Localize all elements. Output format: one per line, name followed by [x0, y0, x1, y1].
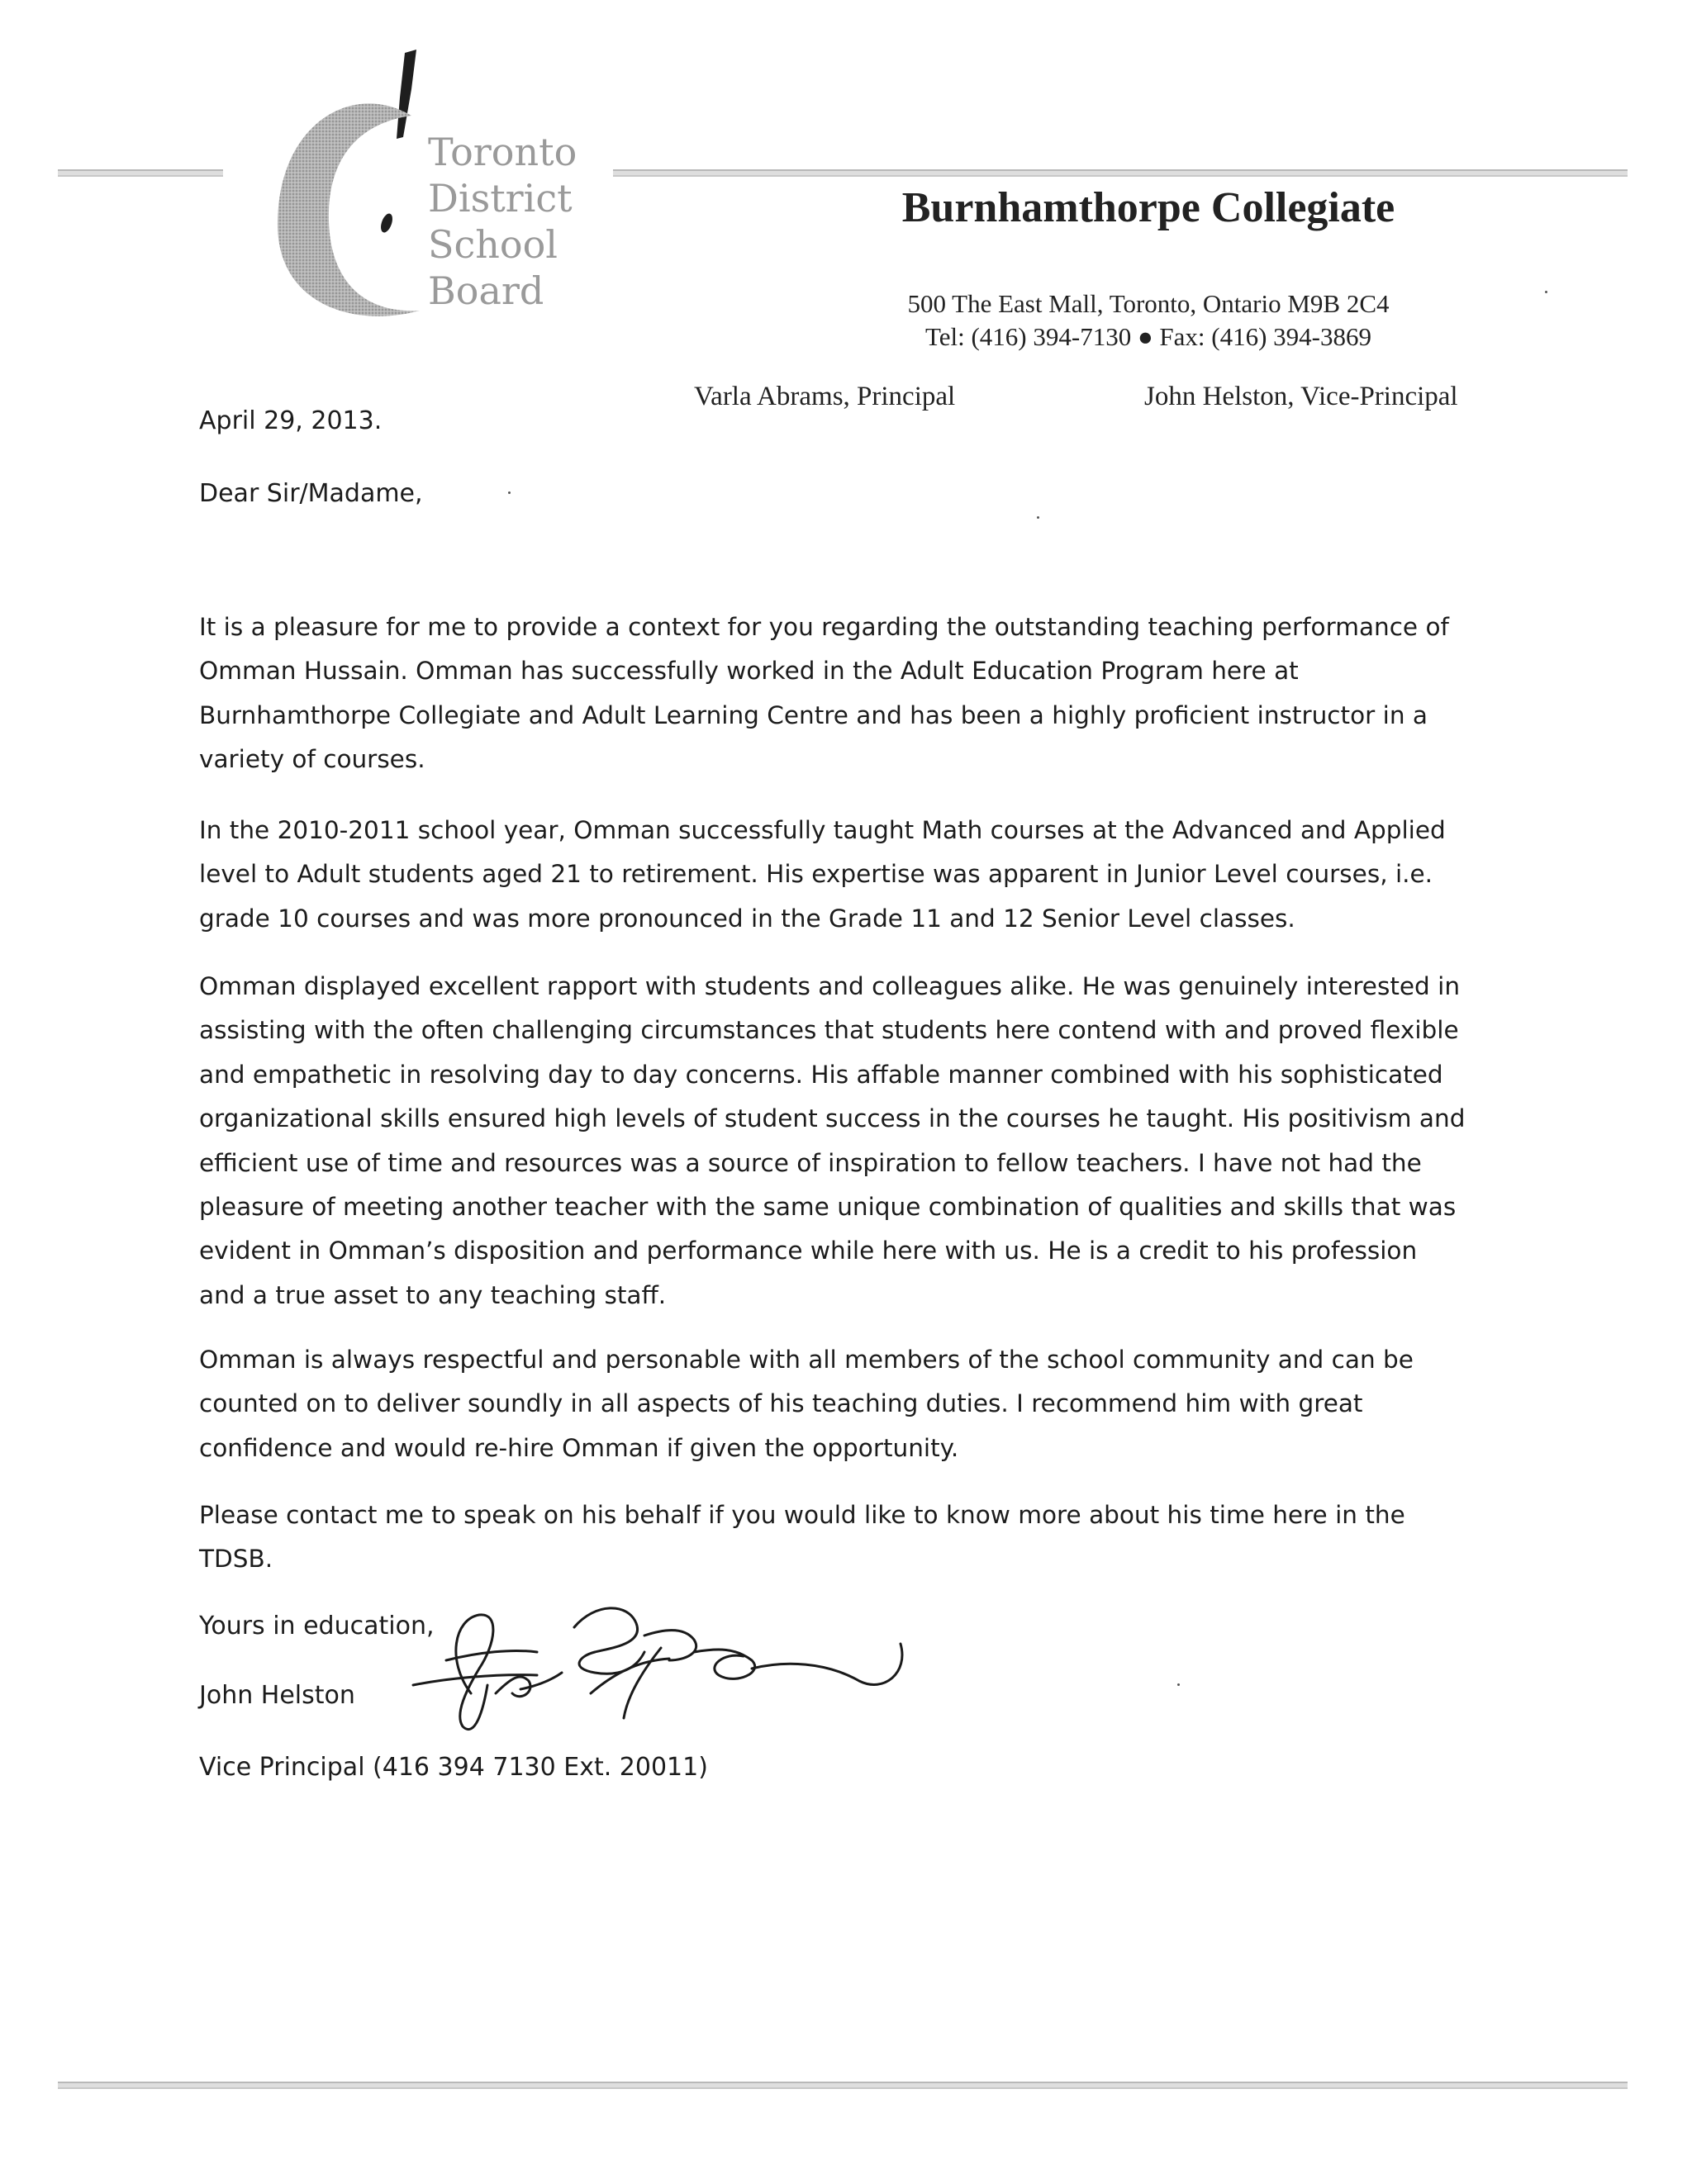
- tdsb-apple-logo-icon: [263, 48, 436, 337]
- header-rule-left: [58, 169, 223, 177]
- salutation: Dear Sir/Madame,: [199, 479, 423, 508]
- paragraph-line: grade 10 courses and was more pronounced in the Grade 11 and 12 Senior Level classes.: [199, 904, 1295, 933]
- paragraph-line: counted on to deliver soundly in all aspects of his teaching duties. I recommend him with great: [199, 1389, 1363, 1418]
- paragraph-line: Omman is always respectful and personable with all members of the school community and can be: [199, 1346, 1414, 1374]
- paragraph: [199, 1493, 1554, 1582]
- paragraph: [199, 809, 1554, 941]
- paragraph-line: evident in Omman’s disposition and performance while here with us. He is a credit to his profession: [199, 1237, 1418, 1265]
- scan-speck: [1177, 1683, 1180, 1686]
- school-address: 500 The East Mall, Toronto, Ontario M9B 2C4: [907, 289, 1390, 318]
- vice-principal-name: John Helston, Vice-Principal: [1144, 382, 1458, 411]
- paragraph-line: Burnhamthorpe Collegiate and Adult Learning Centre and has been a highly proficient instructor in a: [199, 700, 1428, 729]
- paragraph: [199, 605, 1554, 782]
- closing: Yours in education,: [199, 1612, 435, 1640]
- paragraph-line: In the 2010-2011 school year, Omman successfully taught Math courses at the Advanced and Applied: [199, 816, 1446, 844]
- paragraph: [199, 965, 1554, 1318]
- handwritten-signature-icon: [397, 1569, 942, 1759]
- paragraph-line: level to Adult students aged 21 to retirement. His expertise was apparent in Junior Level courses, i.e.: [199, 860, 1433, 889]
- board-name-line: District: [428, 176, 573, 221]
- signer-title: Vice Principal (416 394 7130 Ext. 20011): [199, 1753, 708, 1782]
- paragraph-line: and a true asset to any teaching staff.: [199, 1280, 667, 1309]
- paragraph-line: assisting with the often challenging circumstances that students here contend with and proved flexible: [199, 1016, 1459, 1045]
- scan-speck: [508, 491, 511, 494]
- board-name-line: Board: [428, 268, 544, 313]
- letter-date: April 29, 2013.: [199, 406, 383, 435]
- scan-speck: [1545, 291, 1547, 293]
- paragraph: [199, 1338, 1554, 1470]
- school-phone-fax: Tel: (416) 394-7130 ● Fax: (416) 394-3869: [924, 322, 1372, 351]
- board-name-line: School: [428, 222, 558, 267]
- footer-rule: [58, 2082, 1628, 2089]
- paragraph-line: variety of courses.: [199, 745, 425, 774]
- scan-speck: [1037, 516, 1039, 519]
- paragraph-line: organizational skills ensured high levels of student success in the courses he taught. His positivism and: [199, 1104, 1466, 1133]
- paragraph-line: pleasure of meeting another teacher with the same unique combination of qualities and skills that was: [199, 1193, 1457, 1222]
- school-name: Burnhamthorpe Collegiate: [901, 184, 1395, 231]
- paragraph-line: Omman Hussain. Omman has successfully worked in the Adult Education Program here at: [199, 657, 1299, 686]
- paragraph-line: Please contact me to speak on his behalf if you would like to know more about his time here in the: [199, 1501, 1405, 1529]
- paragraph-line: efficient use of time and resources was a source of inspiration to fellow teachers. I have not had the: [199, 1148, 1422, 1177]
- signer-name: John Helston: [199, 1681, 355, 1710]
- paragraph-line: Omman displayed excellent rapport with students and colleagues alike. He was genuinely interested in: [199, 972, 1461, 1000]
- header-rule-right: [613, 169, 1628, 177]
- paragraph-line: and empathetic in resolving day to day concerns. His affable manner combined with his sophisticated: [199, 1060, 1443, 1089]
- board-name: [428, 129, 626, 314]
- principal-name: Varla Abrams, Principal: [694, 382, 956, 411]
- paragraph-line: confidence and would re-hire Omman if given the opportunity.: [199, 1433, 959, 1462]
- board-name-line: Toronto: [428, 130, 577, 174]
- paragraph-line: It is a pleasure for me to provide a context for you regarding the outstanding teaching performance of: [199, 613, 1449, 641]
- paragraph-line: TDSB.: [199, 1545, 273, 1574]
